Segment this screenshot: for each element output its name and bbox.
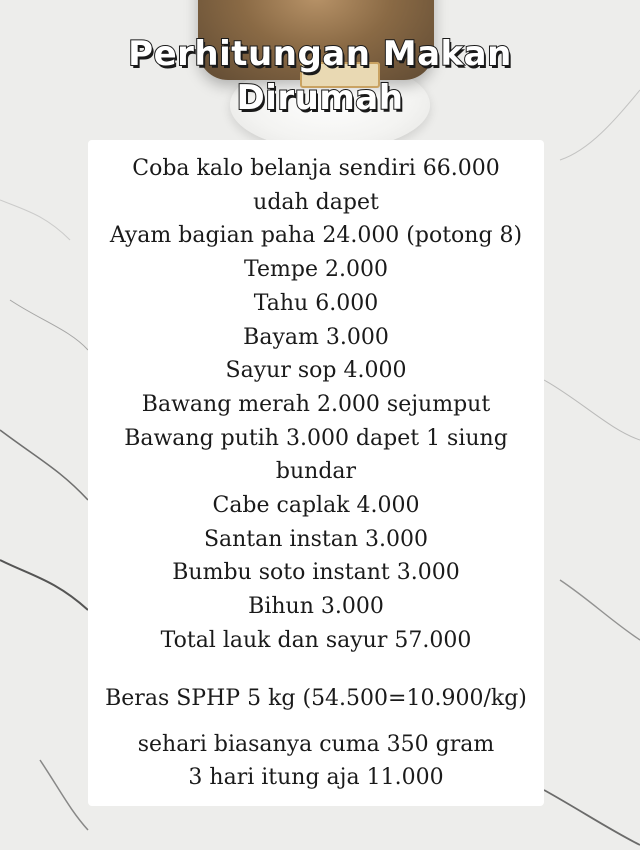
list-line: Santan instan 3.000 <box>203 526 429 552</box>
expense-list <box>88 152 544 658</box>
daily-note <box>88 728 544 794</box>
list-line: Sayur sop 4.000 <box>225 358 407 384</box>
list-line: Bawang putih 3.000 dapet 1 siung <box>124 425 508 451</box>
list-line: Cabe caplak 4.000 <box>212 493 420 519</box>
list-line: Bayam 3.000 <box>243 324 389 350</box>
list-line: Tahu 6.000 <box>253 290 379 316</box>
list-line: Bihun 3.000 <box>248 594 384 620</box>
daily-note-line-2: 3 hari itung aja 11.000 <box>188 765 444 790</box>
total-line: Total lauk dan sayur 57.000 <box>160 627 472 653</box>
list-line: Coba kalo belanja sendiri 66.000 <box>132 156 500 181</box>
daily-note-line-1: sehari biasanya cuma 350 gram <box>137 732 495 757</box>
list-line: Bumbu soto instant 3.000 <box>172 560 460 586</box>
rice-note: Beras SPHP 5 kg (54.500=10.900/kg) <box>105 686 527 711</box>
page-title <box>0 32 640 120</box>
list-line: bundar <box>275 459 357 485</box>
list-line: Ayam bagian paha 24.000 (potong 8) <box>109 223 523 249</box>
title-line-2: Dirumah <box>236 78 404 118</box>
title-line-1: Perhitungan Makan <box>128 34 512 74</box>
list-line: udah dapet <box>253 189 379 215</box>
list-line: Tempe 2.000 <box>244 257 388 283</box>
list-line: Bawang merah 2.000 sejumput <box>141 391 491 417</box>
